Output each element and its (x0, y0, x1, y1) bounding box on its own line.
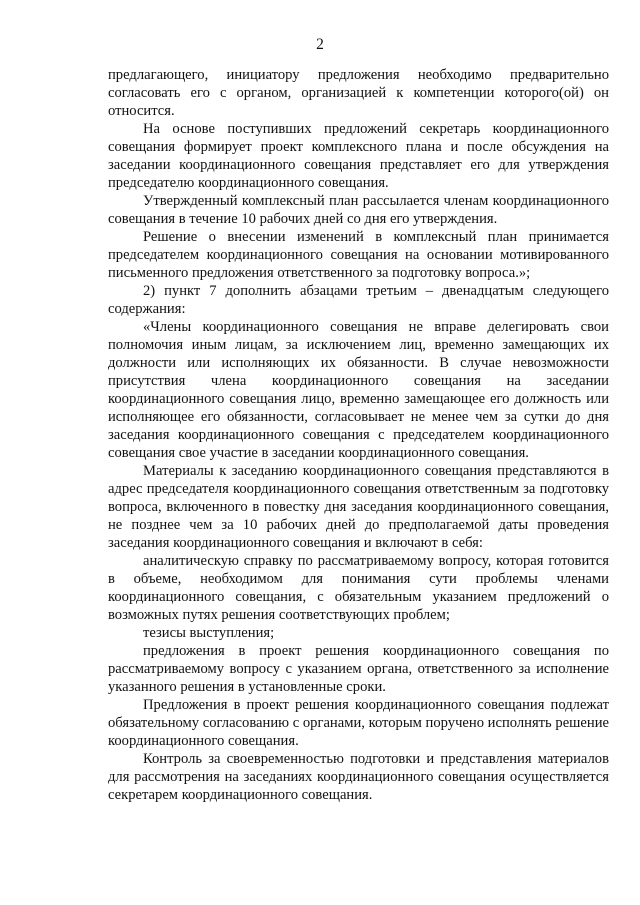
paragraph-4: Решение о внесении изменений в комплексный план принимается председателем координационного совещания на основании мотивированного письменного предложения ответственного за подготовку вопроса.»; (108, 229, 609, 281)
paragraph-5: 2) пункт 7 дополнить абзацами третьим – двенадцатым следующего содержания: (108, 283, 609, 317)
paragraph-8: аналитическую справку по рассматриваемому вопросу, которая готовится в объеме, необходимом для понимания сути проблемы членами координационного совещания, с обязательным указанием предложений о возможных путях решения соответствующих проблем; (108, 553, 609, 623)
paragraph-3: Утвержденный комплексный план рассылается членам координационного совещания в течение 10 рабочих дней со дня его утверждения. (108, 193, 609, 227)
paragraph-11: Предложения в проект решения координационного совещания подлежат обязательному согласованию с органами, которым поручено исполнять решение координационного совещания. (108, 697, 609, 749)
paragraph-1: предлагающего, инициатору предложения необходимо предварительно согласовать его с органом, организацией к компетенции которого(ой) он относится. (108, 67, 609, 119)
paragraph-7: Материалы к заседанию координационного совещания представляются в адрес председателя координационного совещания ответственным за подготовку вопроса, включенного в повестку дня заседания координационного совещания, не позднее чем за 10 рабочих дней до предполагаемой даты проведения заседания координационного совещания и включают в себя: (108, 463, 609, 551)
paragraph-9: тезисы выступления; (143, 625, 275, 641)
paragraph-10: предложения в проект решения координационного совещания по рассматриваемому вопросу с указанием органа, ответственного за исполнение указанного решения в установленные сроки. (108, 643, 609, 695)
document-body (108, 66, 609, 804)
page-number: 2 (316, 36, 324, 53)
paragraph-2: На основе поступивших предложений секретарь координационного совещания формирует проект комплексного плана и после обсуждения на заседании координационного совещания представляет его для утверждения председателю координационного совещания. (108, 121, 609, 191)
paragraph-6: «Члены координационного совещания не вправе делегировать свои полномочия иным лицам, за исключением лиц, временно замещающих их должности или исполняющих их обязанности. В случае невозможности присутствия члена координационного совещания на заседании координационного совещания лицо, временно замещающее его должность или исполняющее его обязанности, согласовывает не менее чем за сутки до дня заседания координационного совещания с председателем координационного совещания свое участие в заседании координационного совещания. (108, 319, 609, 461)
paragraph-12: Контроль за своевременностью подготовки и представления материалов для рассмотрения на заседаниях координационного совещания осуществляется секретарем координационного совещания. (108, 751, 609, 803)
